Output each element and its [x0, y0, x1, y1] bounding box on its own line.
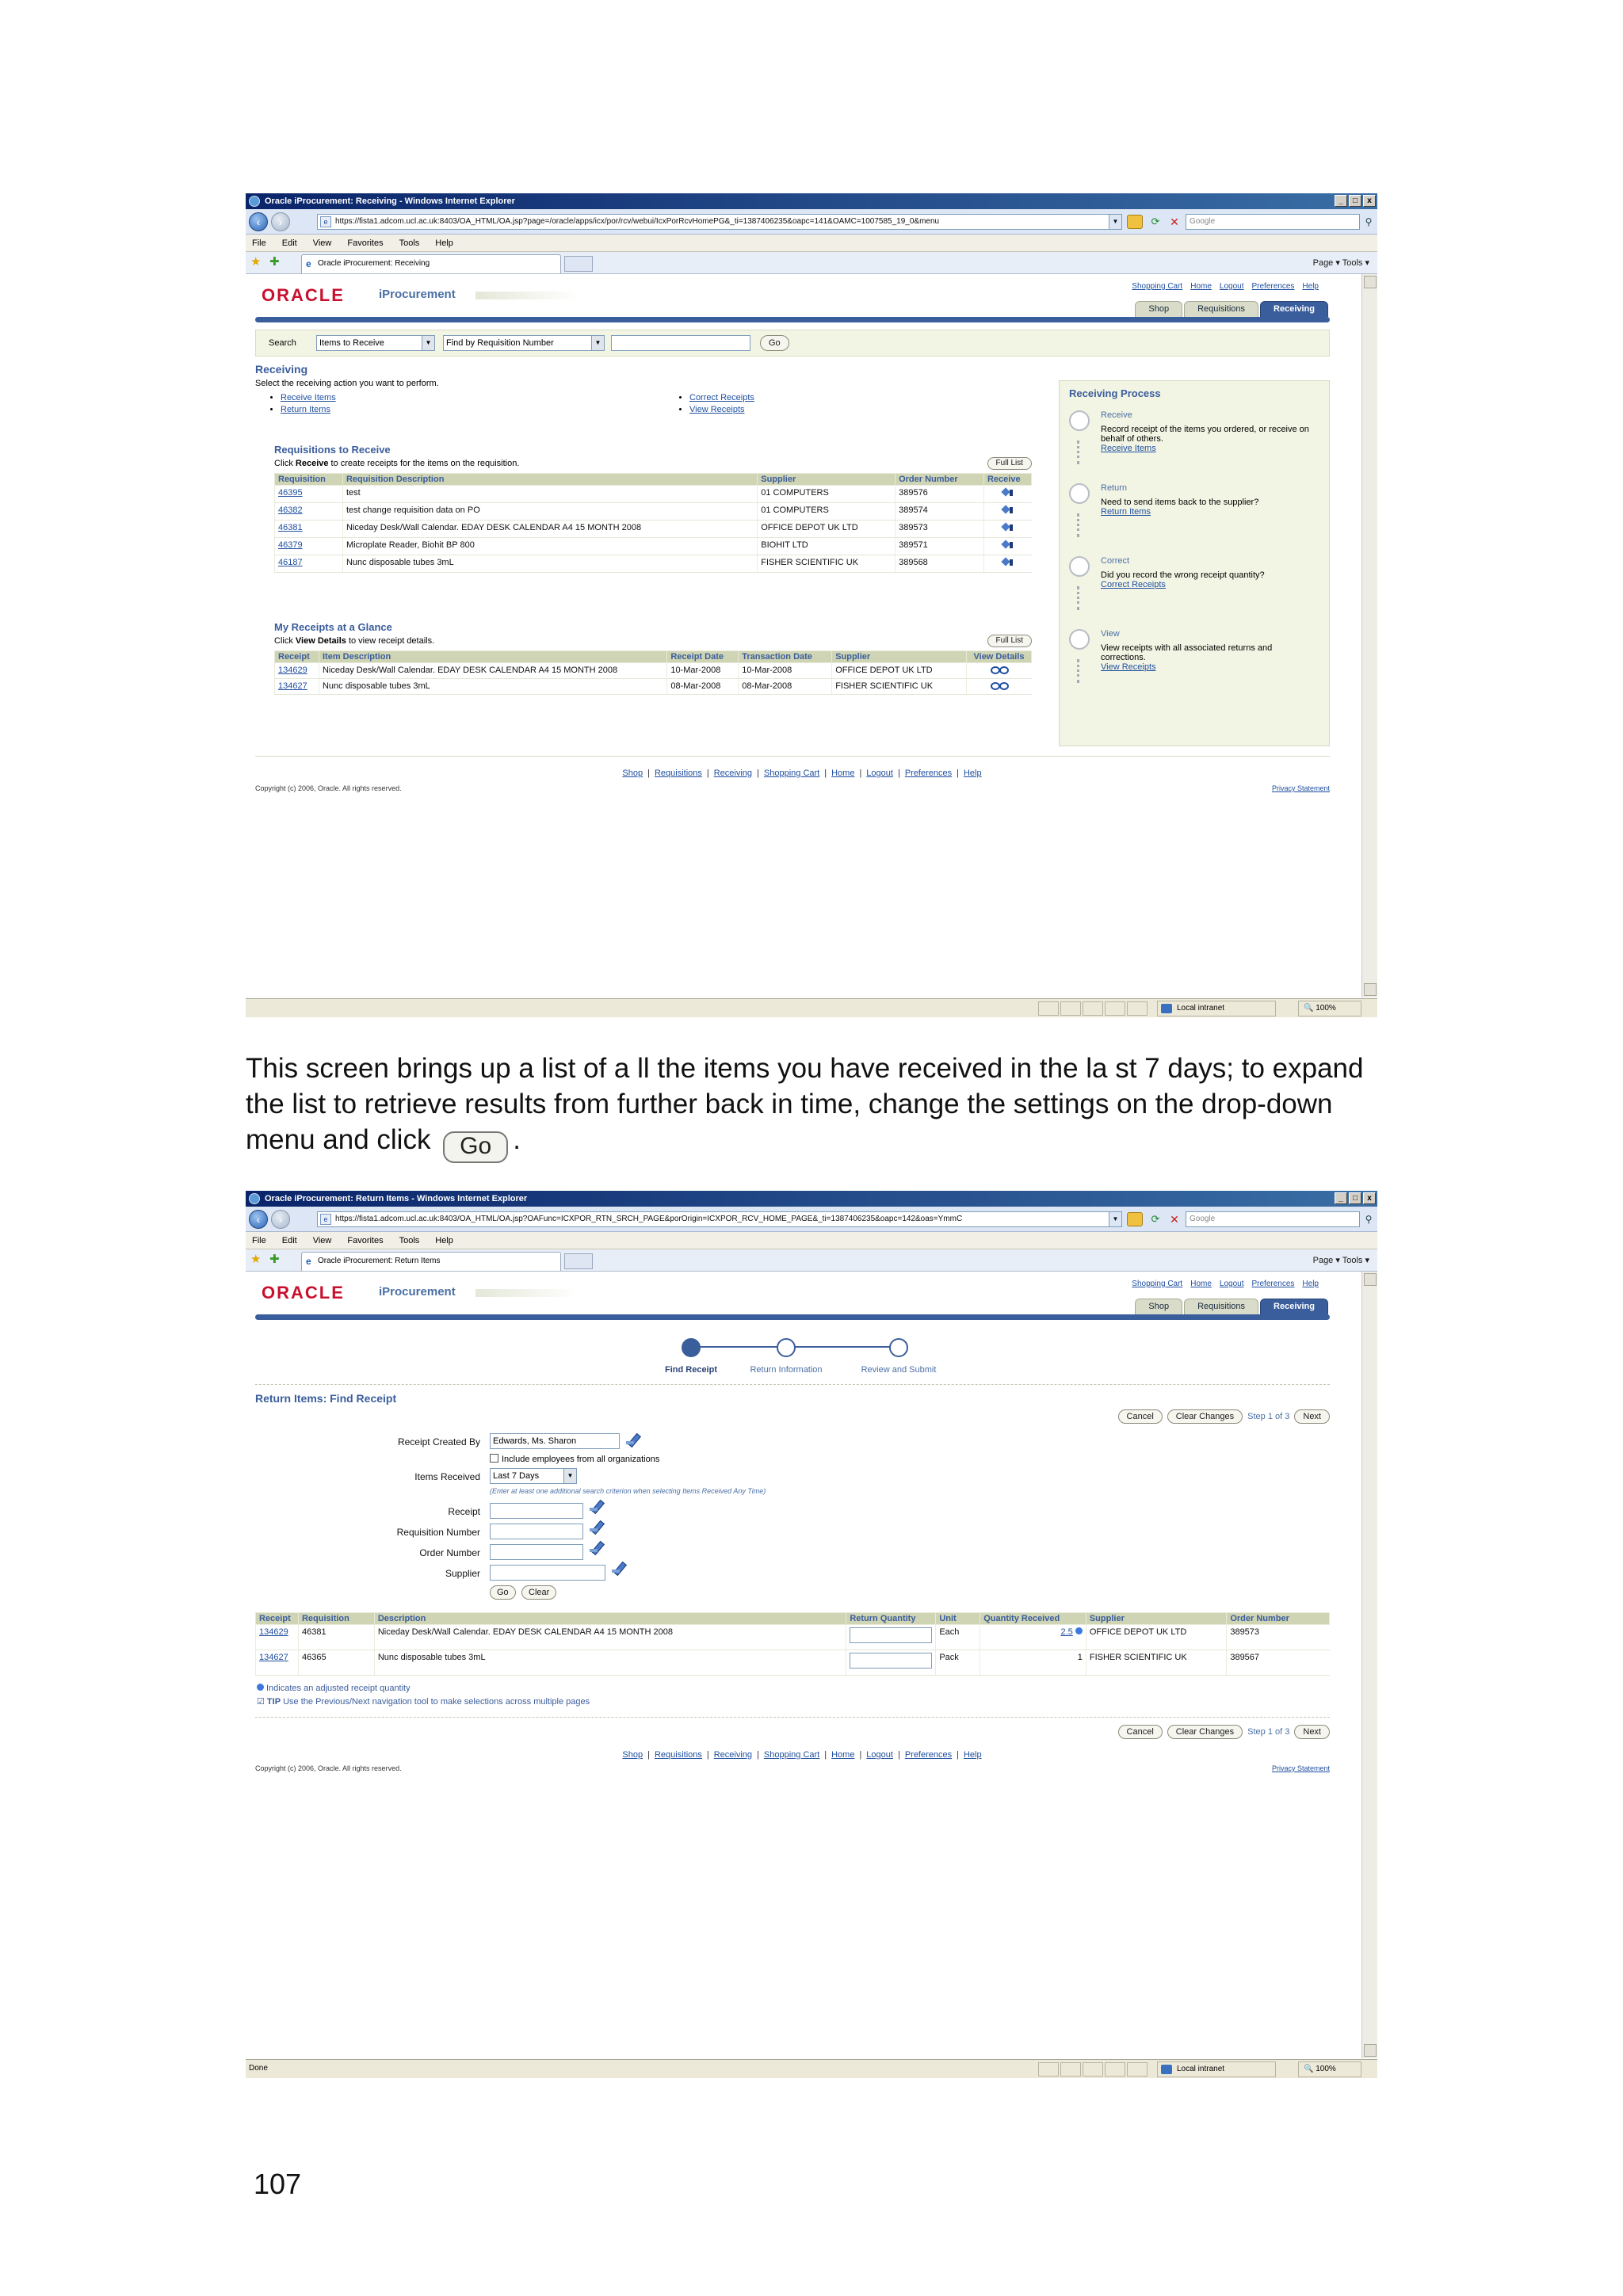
chevron-down-icon: ▼: [563, 1469, 576, 1483]
receipt-link[interactable]: 134629: [278, 666, 307, 675]
view-receipts-link[interactable]: View Receipts: [1101, 662, 1156, 672]
supplier-input[interactable]: [490, 1565, 605, 1581]
table-row: [275, 521, 1032, 538]
copyright: Copyright (c) 2006, Oracle. All rights reserved.: [255, 784, 402, 792]
footer-link-logout[interactable]: Logout: [866, 769, 893, 778]
oracle-header: [246, 274, 1358, 330]
app-tabs: [1135, 301, 1328, 317]
oracle-header: [246, 1272, 1358, 1327]
url-field[interactable]: e https://fista1.adcom.ucl.ac.uk:8403/OA_HTML/OA.jsp?page=/oracle/apps/icx/por/rcv/webui/IcxPorRcvHomePG&_ti=1387406235&oapc=141&OAMC=1007585_19_0&menu ▼: [317, 214, 1122, 230]
footer-link-receiving[interactable]: Receiving: [713, 1750, 753, 1760]
browser-tab[interactable]: e Oracle iProcurement: Return Items: [301, 1252, 561, 1271]
header-gradient-bar: [475, 1289, 579, 1297]
order-number-input[interactable]: [490, 1544, 583, 1560]
new-tab-button[interactable]: [564, 1253, 593, 1269]
tab-shop[interactable]: Shop: [1135, 301, 1182, 317]
search-flashlight-icon[interactable]: [588, 1498, 605, 1516]
row-description: Niceday Desk/Wall Calendar. EDAY DESK CALENDAR A4 15 MONTH 2008: [374, 1625, 846, 1650]
col-item-description: Item Description: [319, 651, 666, 663]
menu-file[interactable]: File: [252, 238, 266, 248]
tab-shop[interactable]: Shop: [1135, 1299, 1182, 1314]
menu-favorites[interactable]: Favorites: [347, 238, 384, 248]
tab-requisitions[interactable]: Requisitions: [1184, 301, 1258, 317]
forward-icon[interactable]: ›: [271, 212, 290, 231]
link-home[interactable]: Home: [1190, 1280, 1212, 1288]
vertical-scrollbar[interactable]: [1361, 1272, 1377, 2058]
row-supplier: 01 COMPUTERS: [758, 486, 896, 503]
row-description: test: [342, 486, 757, 503]
view-receipts-link[interactable]: View Receipts: [689, 405, 745, 414]
go-button[interactable]: Go: [760, 335, 789, 351]
requisition-link[interactable]: 46395: [278, 488, 303, 498]
search-label: Search: [269, 338, 296, 348]
browser-search-input[interactable]: Google: [1186, 214, 1360, 230]
col-quantity-received: Quantity Received: [980, 1613, 1086, 1625]
col-order-number: Order Number: [896, 474, 984, 486]
receive-icon[interactable]: [1001, 523, 1015, 532]
table-row: [275, 663, 1032, 679]
chevron-down-icon: ▼: [422, 336, 434, 350]
minimize-icon[interactable]: _: [1335, 195, 1347, 207]
requisition-link[interactable]: 46382: [278, 505, 303, 515]
next-button[interactable]: Next: [1294, 1409, 1330, 1424]
link-preferences[interactable]: Preferences: [1251, 1280, 1295, 1288]
table-row: [256, 1650, 1330, 1676]
link-logout[interactable]: Logout: [1219, 1280, 1244, 1288]
row-description: Nunc disposable tubes 3mL: [374, 1650, 846, 1676]
instruction-paragraph: This screen brings up a list of a ll the items you have received in the la st 7 days; to expand the list to retrieve results from further back in time, change the settings on the drop-down menu and click Go .: [246, 1051, 1387, 1163]
table-row: [275, 503, 1032, 521]
col-description: Requisition Description: [342, 474, 757, 486]
ie-icon: [249, 196, 260, 207]
product-name: iProcurement: [379, 288, 456, 301]
oracle-logo: ORACLE: [262, 285, 345, 305]
footer-link-logout[interactable]: Logout: [866, 1750, 893, 1760]
search-by-select[interactable]: Find by Requisition Number ▼: [443, 335, 605, 351]
train-label: Find Receipt: [664, 1365, 718, 1375]
status-bar: [246, 998, 1377, 1017]
step-circle-icon: [1069, 410, 1090, 431]
row-transaction-date: 08-Mar-2008: [739, 679, 832, 695]
receipts-title: My Receipts at a Glance: [274, 621, 392, 633]
menu-edit[interactable]: Edit: [281, 238, 297, 248]
items-received-label: Items Received: [414, 1471, 480, 1482]
process-title: Receiving Process: [1069, 387, 1161, 399]
checkbox-icon[interactable]: [490, 1454, 498, 1463]
link-help[interactable]: Help: [1302, 282, 1319, 291]
menu-bar: [246, 1232, 1377, 1249]
chevron-down-icon: ▼: [591, 336, 604, 350]
new-tab-button[interactable]: [564, 256, 593, 272]
browser-tab[interactable]: e Oracle iProcurement: Receiving: [301, 254, 561, 273]
window-title: Oracle iProcurement: Receiving - Windows Internet Explorer: [265, 196, 515, 206]
bottom-actions: [1118, 1725, 1330, 1739]
row-receipt-date: 10-Mar-2008: [667, 663, 739, 679]
footer-link-shopping-cart[interactable]: Shopping Cart: [763, 1750, 820, 1760]
table-row: [275, 555, 1032, 573]
url-field[interactable]: e https://fista1.adcom.ucl.ac.uk:8403/OA_HTML/OA.jsp?OAFunc=ICXPOR_RTN_SRCH_PAGE&porOrigin=ICXPOR_RCV_HOME_PAGE&_ti=1387406235&oapc=142&oas=YmmC ▼: [317, 1211, 1122, 1227]
lock-icon[interactable]: [1127, 1212, 1143, 1226]
col-supplier: Supplier: [758, 474, 896, 486]
search-value-input[interactable]: [611, 335, 750, 351]
row-order: 389573: [896, 521, 984, 538]
receipts-results-table: [255, 1612, 1330, 1676]
full-list-button[interactable]: Full List: [987, 635, 1032, 647]
favorites-star-icon[interactable]: ★: [250, 1253, 262, 1266]
row-description: Niceday Desk/Wall Calendar. EDAY DESK CALENDAR A4 15 MONTH 2008: [319, 663, 666, 679]
go-button-illustration: Go: [443, 1131, 508, 1163]
refresh-icon[interactable]: ⟳: [1151, 215, 1160, 227]
url-dropdown-icon[interactable]: ▼: [1109, 1212, 1121, 1226]
receipt-link[interactable]: 134627: [259, 1653, 288, 1662]
supplier-label: Supplier: [445, 1568, 480, 1579]
return-items-link[interactable]: Return Items: [281, 405, 330, 414]
menu-bar: [246, 235, 1377, 252]
link-logout[interactable]: Logout: [1219, 282, 1244, 291]
menu-file[interactable]: File: [252, 1236, 266, 1245]
browser-tab-bar: [246, 1249, 1377, 1272]
requisition-link[interactable]: 46187: [278, 558, 303, 567]
go-button[interactable]: Go: [490, 1585, 516, 1600]
col-requisition: Requisition: [275, 474, 343, 486]
col-description: Description: [374, 1613, 846, 1625]
link-help[interactable]: Help: [1302, 1280, 1319, 1288]
include-employees-checkbox[interactable]: Include employees from all organizations: [490, 1454, 659, 1464]
col-supplier: Supplier: [1086, 1613, 1226, 1625]
process-step-receive: Receive Record receipt of the items you ordered, or receive on behalf of others. Receive Items: [1069, 410, 1319, 466]
receiving-links-right: [689, 393, 754, 414]
close-icon[interactable]: x: [1363, 1192, 1376, 1204]
search-flashlight-icon[interactable]: [588, 1519, 605, 1536]
url-dropdown-icon[interactable]: ▼: [1109, 215, 1121, 229]
ie-icon: [249, 1193, 260, 1204]
tab-underline: [255, 1314, 1330, 1320]
view-details-icon[interactable]: [990, 666, 1009, 673]
footer-link-preferences[interactable]: Preferences: [904, 1750, 953, 1760]
back-icon[interactable]: ‹: [249, 1210, 268, 1229]
link-preferences[interactable]: Preferences: [1251, 282, 1295, 291]
process-step-view: View View receipts with all associated returns and corrections. View Receipts: [1069, 629, 1319, 685]
footer-link-requisitions[interactable]: Requisitions: [654, 769, 702, 778]
process-step-return: Return Need to send items back to the supplier? Return Items: [1069, 483, 1319, 539]
vertical-scrollbar[interactable]: [1361, 274, 1377, 997]
clear-changes-button[interactable]: Clear Changes: [1167, 1725, 1243, 1739]
window-titlebar: [246, 193, 1377, 209]
receipt-link[interactable]: 134629: [259, 1627, 288, 1637]
requisition-number-label: Requisition Number: [396, 1527, 480, 1538]
row-supplier: OFFICE DEPOT UK LTD: [758, 521, 896, 538]
row-description: Nunc disposable tubes 3mL: [319, 679, 666, 695]
step-indicator: Step 1 of 3: [1247, 1727, 1290, 1737]
created-by-label: Receipt Created By: [397, 1436, 480, 1447]
footer-link-preferences[interactable]: Preferences: [904, 769, 953, 778]
created-by-input[interactable]: Edwards, Ms. Sharon: [490, 1433, 620, 1449]
tab-receiving[interactable]: Receiving: [1260, 301, 1328, 317]
search-icon[interactable]: ⚲: [1365, 216, 1373, 227]
receiving-intro: Select the receiving action you want to perform.: [255, 379, 439, 388]
cancel-button[interactable]: Cancel: [1118, 1725, 1163, 1739]
col-requisition: Requisition: [298, 1613, 374, 1625]
requisitions-title: Requisitions to Receive: [274, 444, 391, 456]
lock-icon[interactable]: [1127, 215, 1143, 229]
zoom-level[interactable]: 🔍 100%: [1298, 2061, 1361, 2077]
refresh-icon[interactable]: ⟳: [1151, 1213, 1160, 1225]
receipt-link[interactable]: 134627: [278, 681, 307, 691]
tip-icon: ☑: [257, 1697, 267, 1707]
return-quantity-input[interactable]: [850, 1627, 932, 1643]
link-home[interactable]: Home: [1190, 282, 1212, 291]
stop-icon[interactable]: ✕: [1170, 215, 1179, 228]
page-number: 107: [254, 2168, 302, 2200]
copyright: Copyright (c) 2006, Oracle. All rights reserved.: [255, 1764, 402, 1772]
row-receipt-date: 08-Mar-2008: [667, 679, 739, 695]
row-transaction-date: 10-Mar-2008: [739, 663, 832, 679]
menu-help[interactable]: Help: [435, 238, 453, 248]
find-receipt-form: [246, 1430, 1038, 1596]
receipts-table: [274, 650, 1032, 695]
window-titlebar: [246, 1191, 1377, 1207]
return-quantity-input[interactable]: [850, 1653, 932, 1669]
correct-receipts-link[interactable]: Correct Receipts: [1101, 580, 1166, 589]
window-title: Oracle iProcurement: Return Items - Windows Internet Explorer: [265, 1194, 528, 1203]
menu-view[interactable]: View: [312, 1236, 332, 1245]
quantity-received-link[interactable]: 2.5: [1060, 1627, 1073, 1637]
clear-changes-button[interactable]: Clear Changes: [1167, 1409, 1243, 1424]
stop-icon[interactable]: ✕: [1170, 1213, 1179, 1226]
security-zone: Local intranet: [1157, 2061, 1276, 2077]
search-icon[interactable]: ⚲: [1365, 1214, 1373, 1225]
search-flashlight-icon[interactable]: [588, 1539, 605, 1557]
row-order: 389568: [896, 555, 984, 573]
privacy-link[interactable]: Privacy Statement: [1271, 1764, 1330, 1772]
table-row: [256, 1625, 1330, 1650]
row-unit: Pack: [936, 1650, 980, 1676]
receiving-title: Receiving: [255, 363, 308, 376]
top-actions: [1118, 1409, 1330, 1424]
row-description: Niceday Desk/Wall Calendar. EDAY DESK CALENDAR A4 15 MONTH 2008: [342, 521, 757, 538]
global-links: [1124, 282, 1319, 291]
receiving-screenshot: [246, 193, 1377, 1017]
add-favorite-icon[interactable]: ✚: [269, 1253, 280, 1266]
status-text: Done: [249, 2064, 268, 2073]
privacy-link[interactable]: Privacy Statement: [1271, 784, 1330, 792]
row-quantity-received: 1: [980, 1650, 1086, 1676]
row-order: 389576: [896, 486, 984, 503]
row-supplier: BIOHIT LTD: [758, 538, 896, 555]
col-order-number: Order Number: [1227, 1613, 1330, 1625]
row-description: Nunc disposable tubes 3mL: [342, 555, 757, 573]
status-bar: [246, 2059, 1377, 2078]
link-shopping-cart[interactable]: Shopping Cart: [1132, 282, 1183, 291]
step-train: [246, 1327, 1358, 1383]
browser-tab-bar: [246, 252, 1377, 274]
row-requisition: 46381: [298, 1625, 374, 1650]
row-supplier: 01 COMPUTERS: [758, 503, 896, 521]
minimize-icon[interactable]: _: [1335, 1192, 1347, 1204]
tab-receiving[interactable]: Receiving: [1260, 1299, 1328, 1314]
receive-items-link[interactable]: Receive Items: [1101, 444, 1156, 453]
row-supplier: FISHER SCIENTIFIC UK: [832, 679, 967, 695]
table-row: [275, 486, 1032, 503]
maximize-icon[interactable]: □: [1349, 1192, 1361, 1204]
col-unit: Unit: [936, 1613, 980, 1625]
menu-favorites[interactable]: Favorites: [347, 1236, 384, 1245]
menu-view[interactable]: View: [312, 238, 332, 248]
row-supplier: FISHER SCIENTIFIC UK: [1086, 1650, 1226, 1676]
step-circle-icon: [1069, 483, 1090, 504]
tab-underline: [255, 317, 1330, 322]
row-order: 389573: [1227, 1625, 1330, 1650]
adjusted-quantity-icon: [257, 1684, 264, 1691]
row-unit: Each: [936, 1625, 980, 1650]
step-indicator: Step 1 of 3: [1247, 1412, 1290, 1421]
favorites-star-icon[interactable]: ★: [250, 255, 262, 269]
page-title: Return Items: Find Receipt: [255, 1392, 397, 1405]
footer-link-shop[interactable]: Shop: [622, 769, 643, 778]
row-order: 389567: [1227, 1650, 1330, 1676]
train-node-review-submit: [889, 1338, 908, 1357]
train-node-find-receipt: [682, 1338, 701, 1357]
receipt-label: Receipt: [448, 1506, 480, 1517]
footer-link-help[interactable]: Help: [963, 769, 982, 778]
footer-link-help[interactable]: Help: [963, 1750, 982, 1760]
row-order: 389571: [896, 538, 984, 555]
col-receipt-date: Receipt Date: [667, 651, 739, 663]
back-icon[interactable]: ‹: [249, 212, 268, 231]
col-receipt: Receipt: [256, 1613, 299, 1625]
menu-tools[interactable]: Tools: [399, 238, 420, 248]
zoom-level[interactable]: 🔍 100%: [1298, 1001, 1361, 1016]
product-name: iProcurement: [379, 1285, 456, 1299]
requisition-link[interactable]: 46379: [278, 540, 303, 550]
close-icon[interactable]: x: [1363, 195, 1376, 207]
order-number-label: Order Number: [419, 1547, 480, 1558]
requisition-link[interactable]: 46381: [278, 523, 303, 532]
col-transaction-date: Transaction Date: [739, 651, 832, 663]
receive-icon[interactable]: [1001, 540, 1015, 550]
return-items-link[interactable]: Return Items: [1101, 507, 1151, 517]
footer-link-shop[interactable]: Shop: [622, 1750, 643, 1760]
footer-links: Shop | Requisitions | Receiving | Shopping Cart | Home | Logout | Preferences | Help: [622, 1750, 982, 1760]
menu-tools[interactable]: Tools: [399, 1236, 420, 1245]
view-details-icon[interactable]: [990, 681, 1009, 689]
next-button[interactable]: Next: [1294, 1725, 1330, 1739]
criteria-hint: (Enter at least one additional search criterion when selecting Items Received Any Time): [490, 1487, 766, 1495]
requisitions-section: [274, 444, 1032, 573]
instruction-text: This screen brings up a list of a ll the items you have received in the la st 7 days; to expand the list to retrieve results from further back in time, change the settings on the drop-down menu and click: [246, 1053, 1364, 1155]
command-bar[interactable]: Page ▾ Tools ▾: [1312, 258, 1369, 268]
table-row: [275, 679, 1032, 695]
receive-icon[interactable]: [1001, 558, 1015, 567]
command-bar[interactable]: Page ▾ Tools ▾: [1312, 1256, 1369, 1265]
footer-links: Shop | Requisitions | Receiving | Shopping Cart | Home | Logout | Preferences | Help: [622, 769, 982, 778]
footer-link-home[interactable]: Home: [831, 769, 855, 778]
row-description: Microplate Reader, Biohit BP 800: [342, 538, 757, 555]
col-receive: Receive: [983, 474, 1031, 486]
return-items-screenshot: [246, 1191, 1377, 2078]
oracle-logo: ORACLE: [262, 1283, 345, 1302]
search-type-select[interactable]: Items to Receive ▼: [316, 335, 435, 351]
cancel-button[interactable]: Cancel: [1118, 1409, 1163, 1424]
menu-edit[interactable]: Edit: [281, 1236, 297, 1245]
table-row: [275, 538, 1032, 555]
row-description: test change requisition data on PO: [342, 503, 757, 521]
train-label: Review and Submit: [861, 1365, 937, 1375]
tip-line: ☑ TIP Use the Previous/Next navigation tool to make selections across multiple pages: [257, 1697, 590, 1707]
row-supplier: FISHER SCIENTIFIC UK: [758, 555, 896, 573]
adjusted-note: Indicates an adjusted receipt quantity: [257, 1684, 411, 1693]
correct-receipts-link[interactable]: Correct Receipts: [689, 393, 754, 402]
clear-button[interactable]: Clear: [521, 1585, 556, 1600]
add-favorite-icon[interactable]: ✚: [269, 255, 280, 269]
page-viewport: [246, 1272, 1358, 2058]
items-received-select[interactable]: Last 7 Days ▼: [490, 1468, 577, 1484]
footer-link-receiving[interactable]: Receiving: [713, 769, 753, 778]
adjusted-quantity-icon: [1075, 1627, 1083, 1634]
step-circle-icon: [1069, 629, 1090, 650]
search-flashlight-icon[interactable]: [624, 1432, 642, 1449]
receipts-section: [274, 621, 1032, 695]
receipts-intro: Click View Details to view receipt details.: [274, 636, 435, 646]
address-bar: [246, 209, 1377, 235]
footer-link-requisitions[interactable]: Requisitions: [654, 1750, 702, 1760]
header-gradient-bar: [475, 292, 579, 299]
col-return-quantity: Return Quantity: [846, 1613, 936, 1625]
train-node-return-information: [777, 1338, 796, 1357]
row-supplier: OFFICE DEPOT UK LTD: [1086, 1625, 1226, 1650]
row-requisition: 46365: [298, 1650, 374, 1676]
receive-icon[interactable]: [1001, 488, 1015, 498]
security-zone: Local intranet: [1157, 1001, 1276, 1016]
train-label: Return Information: [750, 1365, 823, 1375]
forward-icon[interactable]: ›: [271, 1210, 290, 1229]
receipt-input[interactable]: [490, 1503, 583, 1519]
page-viewport: [246, 274, 1358, 997]
requisition-number-input[interactable]: [490, 1524, 583, 1539]
requisitions-table: [274, 473, 1032, 573]
link-shopping-cart[interactable]: Shopping Cart: [1132, 1280, 1183, 1288]
search-flashlight-icon[interactable]: [610, 1560, 628, 1577]
tab-requisitions[interactable]: Requisitions: [1184, 1299, 1258, 1314]
requisitions-intro: Click Receive to create receipts for the items on the requisition.: [274, 459, 520, 468]
receiving-links-left: [281, 393, 336, 414]
app-tabs: [1135, 1299, 1328, 1314]
browser-search-input[interactable]: Google: [1186, 1211, 1360, 1227]
quick-search: [255, 330, 1330, 357]
step-circle-icon: [1069, 556, 1090, 577]
col-receipt: Receipt: [275, 651, 319, 663]
footer-link-shopping-cart[interactable]: Shopping Cart: [763, 769, 820, 778]
row-order: 389574: [896, 503, 984, 521]
col-supplier: Supplier: [832, 651, 967, 663]
footer-link-home[interactable]: Home: [831, 1750, 855, 1760]
maximize-icon[interactable]: □: [1349, 195, 1361, 207]
process-step-correct: Correct Did you record the wrong receipt quantity? Correct Receipts: [1069, 556, 1319, 612]
receive-items-link[interactable]: Receive Items: [281, 393, 336, 402]
col-view-details: View Details: [967, 651, 1032, 663]
row-supplier: OFFICE DEPOT UK LTD: [832, 663, 967, 679]
global-links: [1124, 1280, 1319, 1288]
receiving-process-box: [1059, 380, 1330, 746]
receive-icon[interactable]: [1001, 505, 1015, 515]
full-list-button[interactable]: Full List: [987, 457, 1032, 470]
address-bar: [246, 1207, 1377, 1232]
menu-help[interactable]: Help: [435, 1236, 453, 1245]
